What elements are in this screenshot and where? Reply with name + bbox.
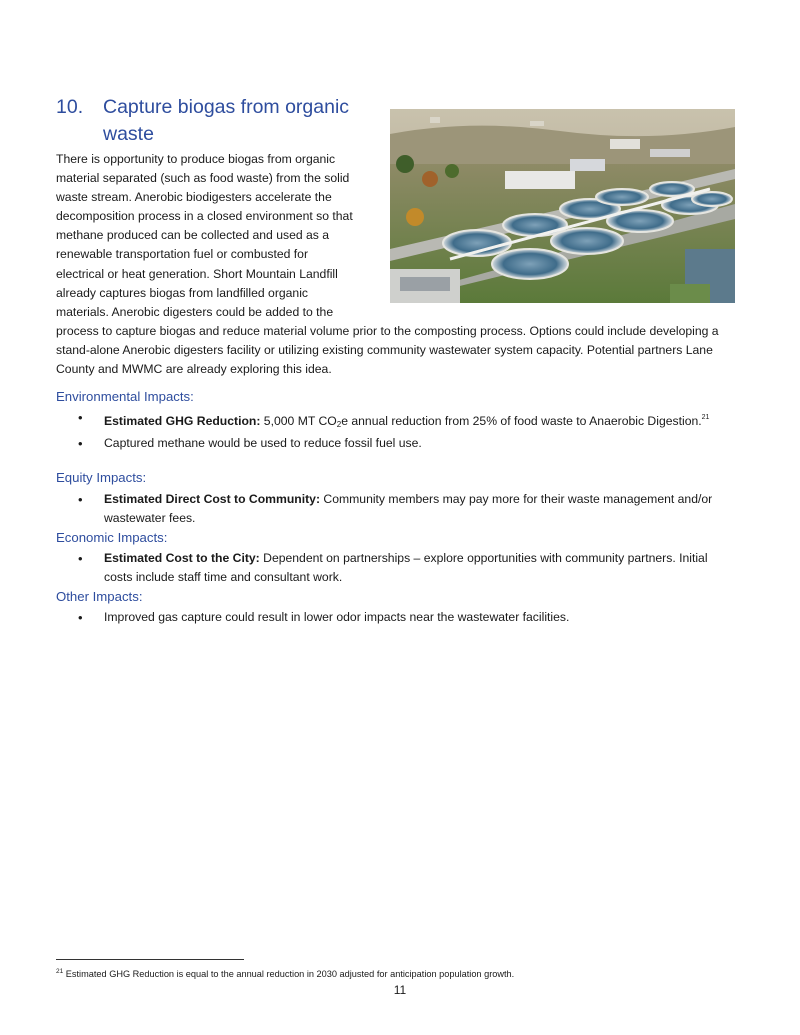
intro-line: electrical or heat generation. Short Mountain Landfill — [56, 266, 338, 281]
city-cost-label: Estimated Cost to the City: — [104, 551, 260, 565]
bullet-text: Captured methane would be used to reduce fossil fuel use. — [104, 436, 422, 451]
intro-line: waste stream. Anerobic biodigesters accelerate the — [56, 190, 332, 205]
city-cost-text: Dependent on partnerships – explore opportunities with community partners. Initial costs include staff time and consultant work. — [104, 551, 708, 585]
intro-line: material separated (such as food waste) from the solid — [56, 171, 350, 186]
list-item — [78, 434, 728, 453]
subscript: 2 — [336, 420, 342, 429]
direct-cost-label: Estimated Direct Cost to Community: — [104, 492, 321, 506]
footnote — [56, 966, 756, 980]
bullet-text: Improved gas capture could result in lower odor impacts near the wastewater facilities. — [104, 610, 570, 624]
economic-impacts-list — [78, 549, 728, 587]
other-impacts-heading: Other Impacts: — [56, 589, 143, 604]
intro-line: renewable transportation fuel or combusted for — [56, 247, 309, 262]
footnote-mark: 21 — [56, 968, 64, 975]
section-title-line2: waste — [103, 123, 154, 145]
intro-line: methane produced can be collected and used as a — [56, 228, 330, 243]
equity-impacts-heading: Equity Impacts: — [56, 470, 147, 485]
list-item — [78, 408, 728, 434]
ghg-reduction-text-cont: e annual reduction from 25% of food waste to Anaerobic Digestion. — [341, 414, 702, 428]
list-item — [78, 490, 728, 528]
intro-line: materials. Anerobic digesters could be added to the — [56, 304, 334, 319]
ghg-reduction-label: Estimated GHG Reduction: — [104, 414, 261, 428]
ghg-reduction-text: 5,000 MT CO — [260, 414, 337, 428]
environmental-impacts-list — [78, 408, 728, 453]
footnote-text: Estimated GHG Reduction is equal to the annual reduction in 2030 adjusted for anticipation population growth. — [63, 969, 515, 979]
section-title-line1: Capture biogas from organic — [103, 96, 350, 118]
environmental-impacts-heading: Environmental Impacts: — [56, 389, 194, 404]
intro-line: decomposition process in a closed environment so that — [56, 209, 353, 224]
footnote-divider — [56, 959, 244, 960]
bullet-icon: • — [78, 410, 83, 425]
equity-impacts-list — [78, 490, 728, 528]
economic-impacts-heading: Economic Impacts: — [56, 530, 168, 545]
list-item — [78, 608, 728, 627]
bullet-icon: • — [78, 610, 83, 625]
intro-line: There is opportunity to produce biogas from organic — [56, 152, 336, 166]
bullet-icon: • — [78, 492, 83, 507]
bullet-icon: • — [78, 436, 83, 452]
list-item — [78, 549, 728, 587]
section-heading — [56, 94, 376, 148]
direct-cost-text: Community members may pay more for their waste management and/or wastewater fees. — [104, 492, 713, 526]
intro-continuation: process to capture biogas and reduce material volume prior to the composting process. Options could include developing a stand-alone Anerobic digesters facility or utilizing existing community wastewater system capacity. Potential partners Lane County and MWMC are already exploring this idea. — [56, 323, 719, 377]
section-number: 10. — [56, 96, 84, 118]
intro-paragraph — [56, 150, 728, 379]
footnote-reference: 21 — [701, 414, 710, 421]
other-impacts-list — [78, 608, 728, 627]
bullet-icon: • — [78, 551, 83, 566]
intro-line: already captures biogas from landfilled organic — [56, 285, 309, 300]
page-number: 11 — [393, 983, 407, 997]
